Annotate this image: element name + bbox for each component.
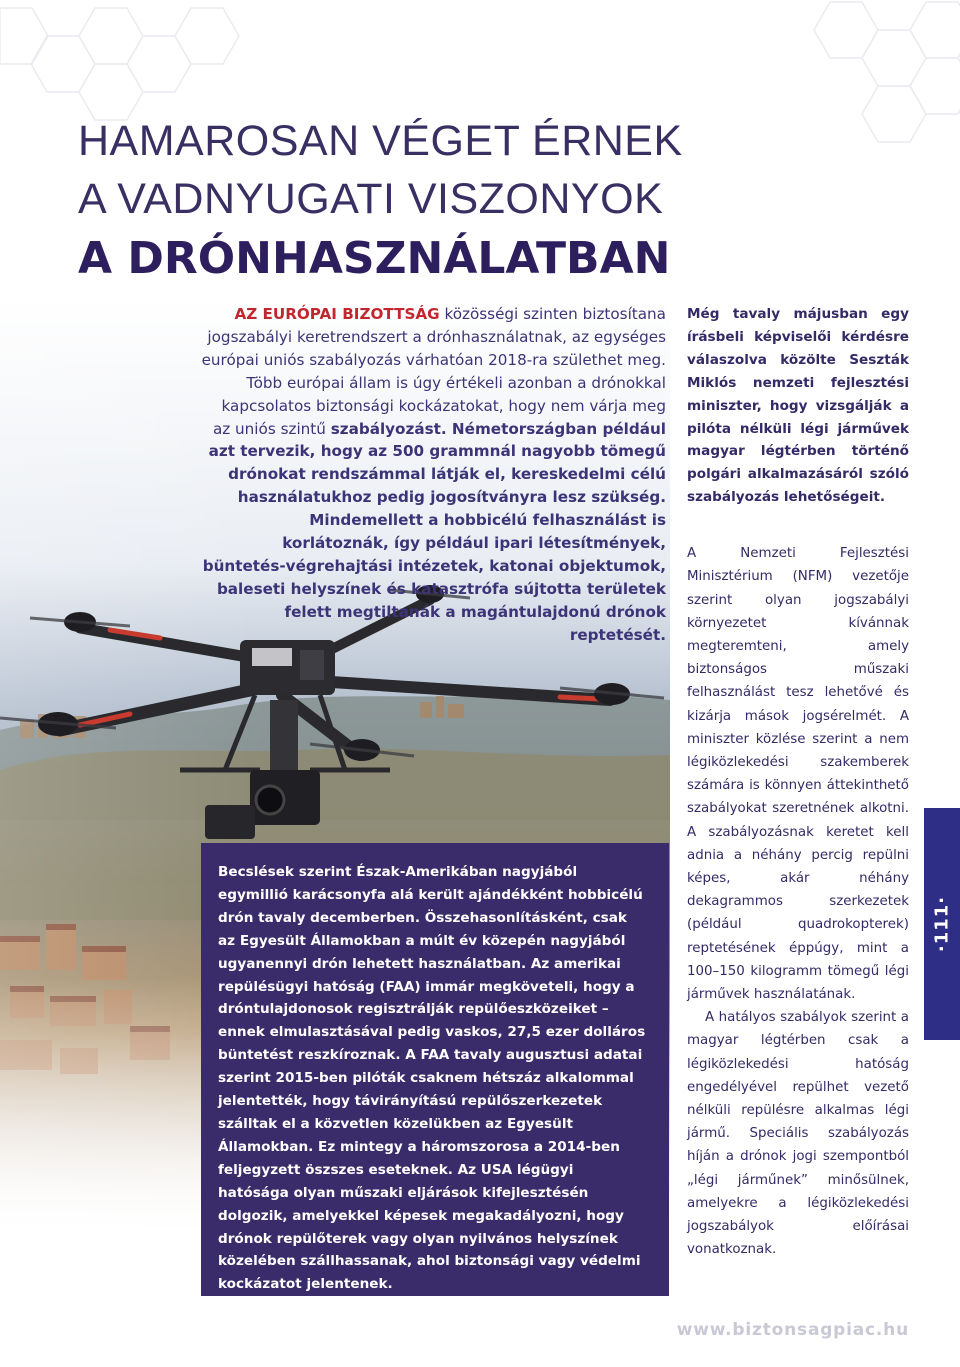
website-url[interactable]: www.biztonsagpiac.hu	[676, 1320, 909, 1340]
title-line-3: A DRÓNHASZNÁLATBAN	[78, 233, 671, 284]
highlight-box-text: Becslések szerint Észak-Amerikában nagyjából egymillió karácsonyfa alá került ajándékként hobbicélú drón tavaly decemberben. Összehasonlításként, csak az Egyesült Államokban a múlt év közepén nagyjából ugyanennyi drón lehetett használatban. Az amerikai repülésügyi hatóság (FAA) immár megköveteli, hogy a dróntulajdonosok regisztrálják repülőeszközeiket – ennek elmulasztásával pedig vaskos, 27,5 ezer dolláros büntetést reszkíroznak. A FAA tavaly augusztusi adatai szerint 2015-ben pilóták csaknem hétszáz alkalommal jelentették, hogy távirányítású repülőszerkezetek szálltak el a közvetlen közelükben az Egyesült Államokban. Ez mintegy a háromszorosa a 2014-ben feljegyzett öszszes eseteknek. Az USA légügyi hatósága olyan műszaki eljárások kifejlesztésén dolgozik, amelyekkel képesek megakadályozni, hogy drónok repülőterek vagy olyan nyilvános helyszínek közelében szállhassanak, ahol biztonsági vagy védelmi kockázatot jelentenek.	[218, 864, 646, 1293]
right-column-paragraph-2: A hatályos szabályok szerint a magyar légtérben csak a légiközlekedési hatóság engedélyével repülhet vezető nélküli repülésre alkalmas légi jármű. Speciális szabályozás híján a drónok jogi szempontból „légi járműnek” minősülnek, amelyekre a légiközlekedési jogszabályok előírásai vonatkoznak.	[687, 1010, 909, 1258]
title-line-2: A VADNYUGATI VISZONYOK	[78, 175, 664, 223]
right-column-intro: Még tavaly májusban egy írásbeli képviselői kérdésre válaszolva közölte Seszták Miklós nemzeti fejlesztési miniszter, hogy vizsgálják a pilóta nélküli légi járművek magyar légtérben történő polgári alkalmazásáról szóló szabályozás lehetőségeit.	[687, 306, 909, 506]
right-column-paragraph-1: A Nemzeti Fejlesztési Minisztérium (NFM) vezetője szerint olyan jogszabályi környezetet kívánnak megteremteni, amely biztonságos műszaki felhasználást tesz lehetővé és kizárja mások jogsérelmét. A miniszter közlése szerint a nem légiközlekedési szakemberek számára is könnyen áttekinthető szabályokat szeretnének alkotni. A szabályozásnak keretet kell adnia a néhány percig repülni képes, akár néhány dekagrammos szerkezetek (például quadrokopterek) reptetésének éppúgy, mint a 100–150 kilogramm tömegű légi járművek használatának.	[687, 546, 909, 1003]
lead-text-part-1: közösségi szinten biztosítana jogszabályi keretrendszert a drónhasználatnak, az egységes európai uniós szabályozás várhatóan 2018-ra születhet meg. Több európai állam is úgy értékeli azonban a drónokkal kapcsolatos biztonsági kockázatokat, hogy nem várja meg az uniós szintű	[201, 305, 666, 438]
highlight-box	[201, 843, 669, 1296]
lead-kicker: AZ EURÓPAI BIZOTTSÁG	[234, 305, 440, 323]
title-line-1: HAMAROSAN VÉGET ÉRNEK	[78, 117, 683, 165]
article-title	[78, 112, 778, 290]
lead-text-part-2: szabályozást. Németországban például azt tervezik, hogy az 500 grammnál nagyobb tömegű drónokat rendszámmal látják el, kereskedelmi célú használatukhoz pedig jogosítványra lesz szükség. Mindemellett a hobbicélú felhasználást is korlátoznák, így például ipari létesítmények, büntetés-végrehajtási intézetek, katonai objektumok, baleseti helyszínek és katasztrófa sújtotta területek felett megtiltanák a magántulajdonú drónok reptetését.	[202, 419, 666, 644]
lead-paragraph	[200, 303, 666, 647]
right-column	[687, 303, 909, 1261]
page-number: ·111·	[931, 895, 953, 953]
